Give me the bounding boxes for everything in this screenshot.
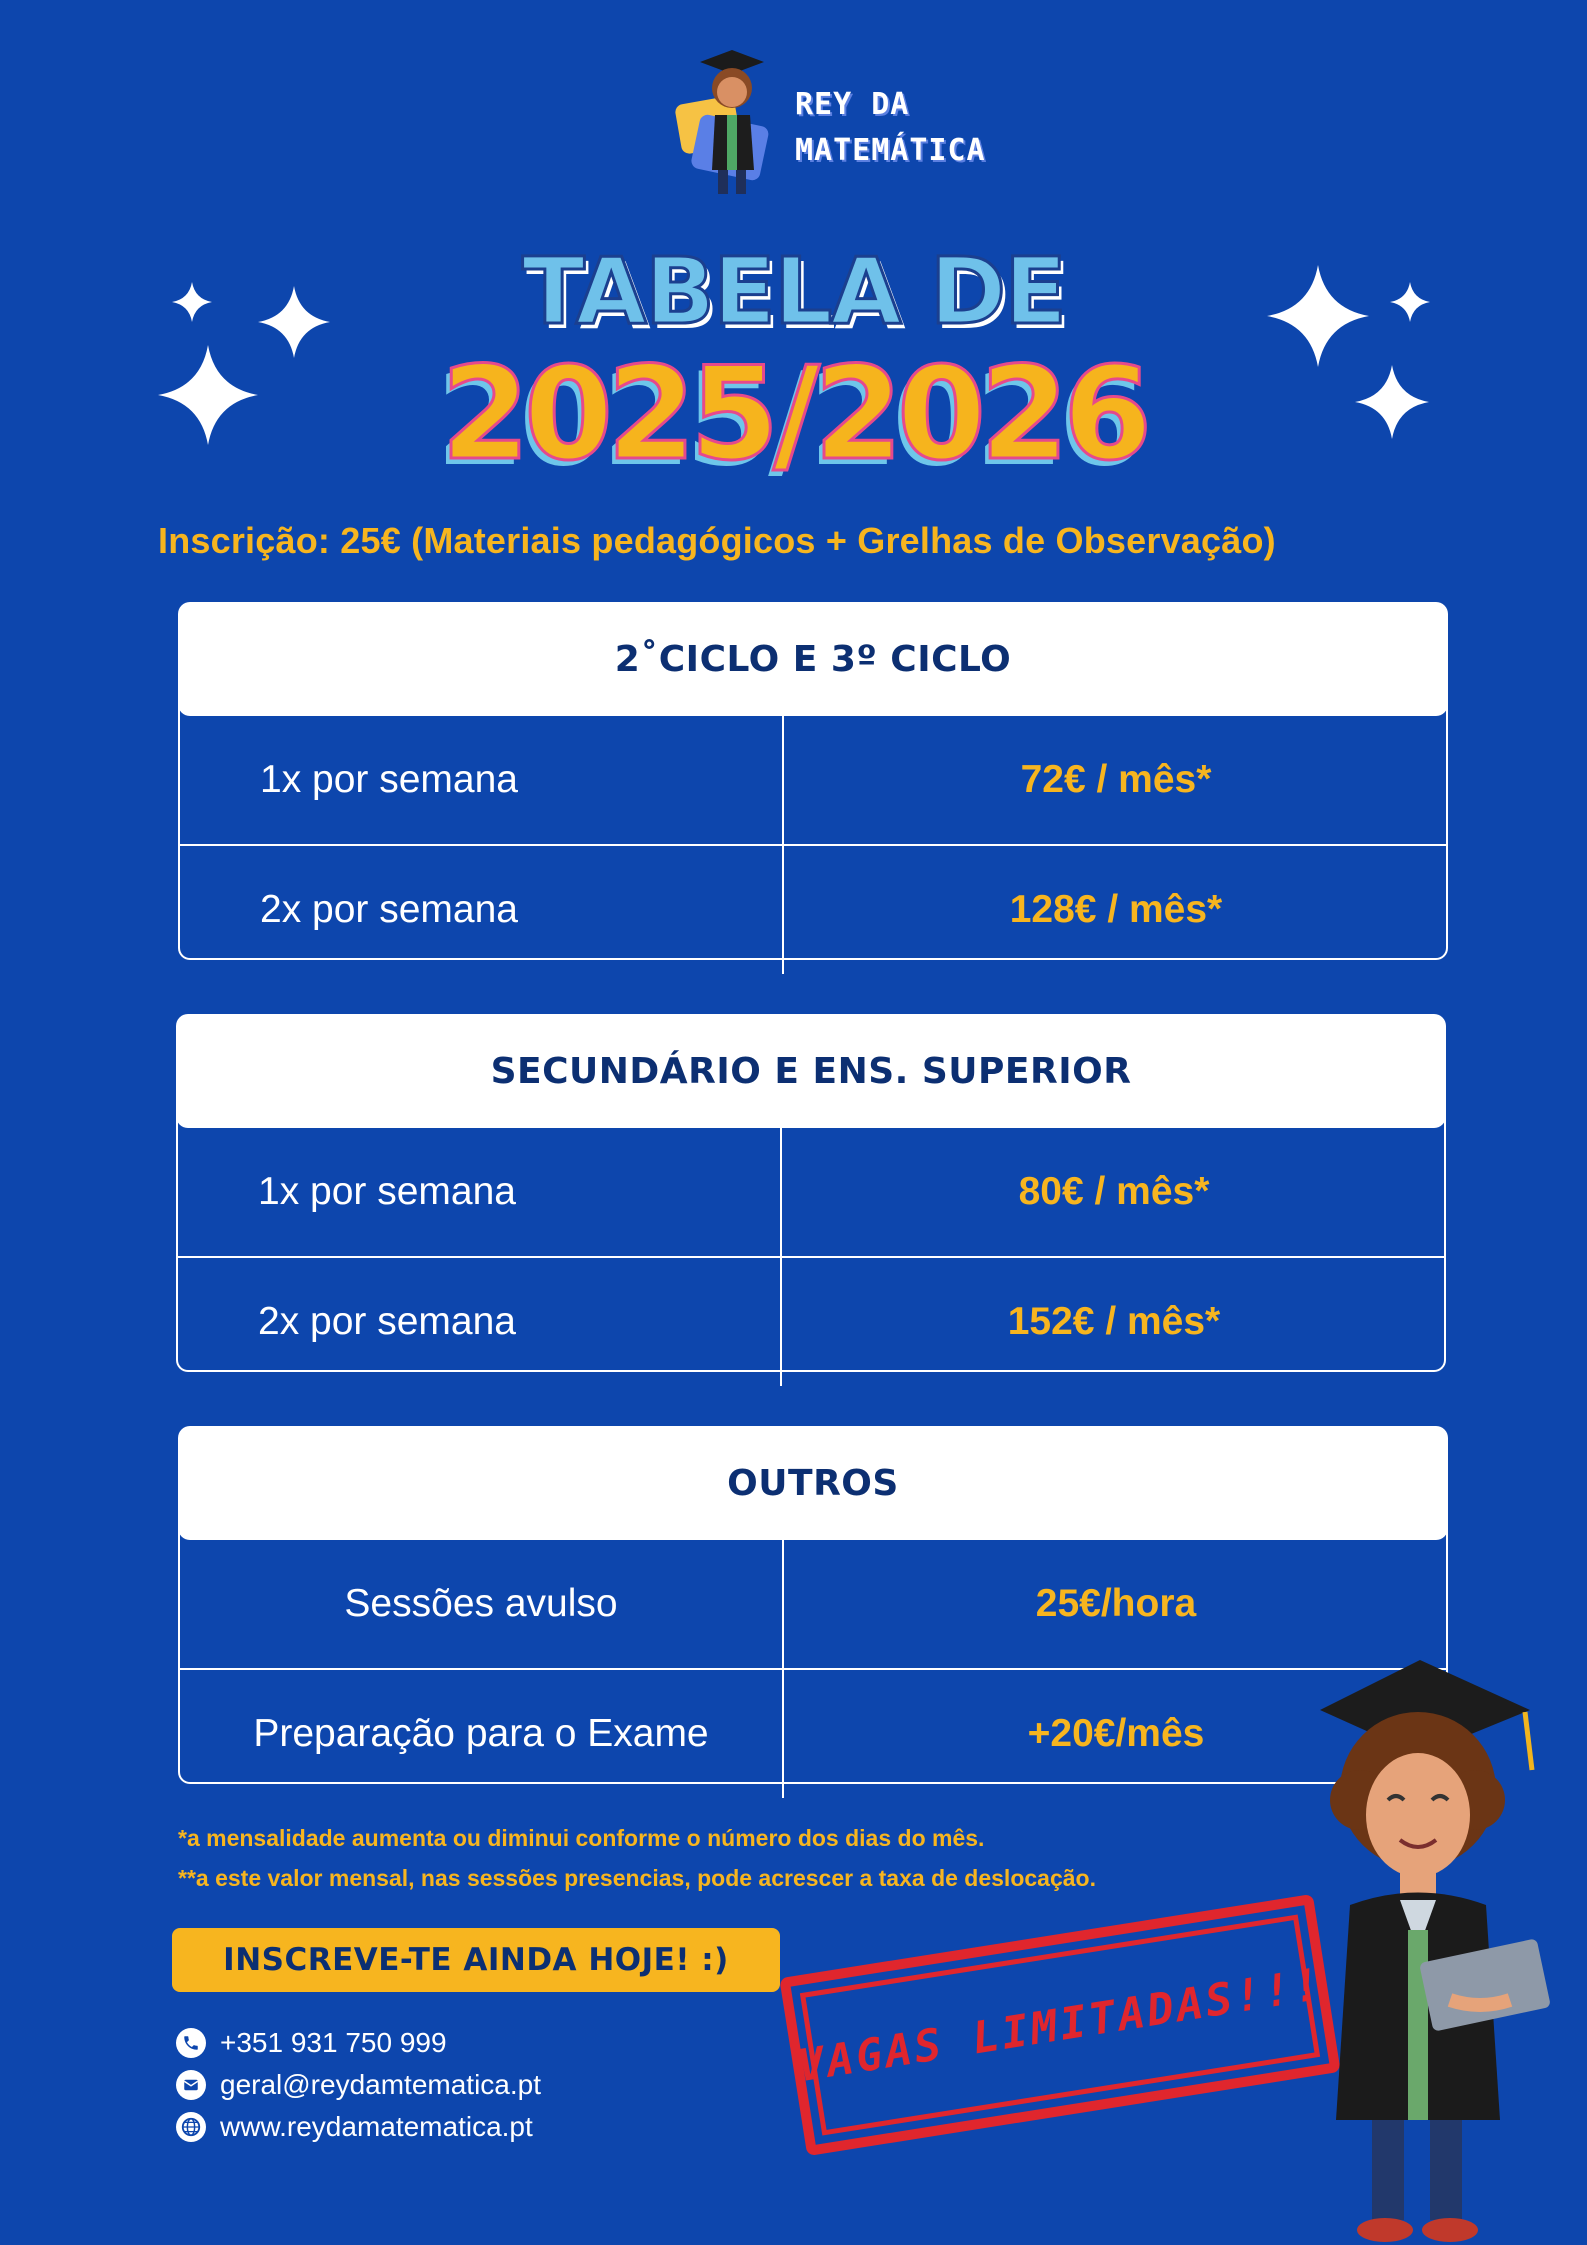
signup-cta-button[interactable]: INSCREVE-TE AINDA HOJE! :) [172,1928,780,1992]
graduate-illustration-icon [1300,1650,1587,2245]
footnote: **a este valor mensal, nas sessões presencias, pode acrescer a taxa de deslocação. [178,1865,1096,1891]
row-price: 72€ / mês* [1020,758,1212,801]
row-label: 2x por semana [180,846,784,974]
mail-icon [176,2070,206,2100]
row-label: 1x por semana [180,716,784,844]
footnote: *a mensalidade aumenta ou diminui conforme o número dos dias do mês. [178,1825,985,1851]
price-table-outros [178,1426,1448,1796]
row-price: 80€ / mês* [1018,1170,1210,1213]
phone-icon [176,2028,206,2058]
table-row [178,1258,1444,1386]
title-line1: TABELA DE [522,238,1065,345]
row-label: 1x por semana [178,1128,782,1256]
phone-text: +351 931 750 999 [220,2027,447,2058]
row-price: 152€ / mês* [1007,1300,1221,1343]
website-text: www.reydamatematica.pt [220,2111,533,2142]
price-table-ciclo [178,602,1448,972]
table-header: 2˚CICLO E 3º CICLO [178,602,1448,716]
table-row [180,1540,1446,1670]
row-price: 128€ / mês* [1009,888,1223,931]
table-row [178,1128,1444,1258]
table-row [180,1670,1446,1798]
email-text: geral@reydamtematica.pt [220,2069,542,2100]
footnotes [178,1818,1096,1898]
contact-email[interactable] [176,2064,541,2106]
globe-icon [176,2112,206,2142]
logo-mascot-icon [670,40,800,210]
registration-fee: Inscrição: 25€ (Materiais pedagógicos + Grelhas de Observação) [158,520,1276,561]
stamp-text: VAGAS LIMITADAS!!! [793,1958,1327,2092]
table-row [180,846,1446,974]
title-year: 2025/2026 [440,340,1147,489]
table-header: OUTROS [178,1426,1448,1540]
contact-phone[interactable] [176,2022,541,2064]
contact-list [176,2022,541,2148]
row-label: Sessões avulso [180,1540,784,1668]
row-label: Preparação para o Exame [180,1670,784,1798]
logo-line1: REY DA [795,87,910,122]
row-price: 25€/hora [1035,1582,1197,1625]
price-table-secundario [176,1014,1446,1384]
table-body [178,702,1448,960]
table-body [178,1526,1448,1784]
table-row [180,716,1446,846]
limited-spots-stamp [779,1894,1341,2156]
contact-website[interactable] [176,2106,541,2148]
logo-line2: MATEMÁTICA [795,133,986,168]
logo [670,40,1000,210]
row-price: +20€/mês [1027,1712,1205,1755]
table-body [176,1114,1446,1372]
table-header: SECUNDÁRIO E ENS. SUPERIOR [176,1014,1446,1128]
logo-text [795,82,986,174]
row-label: 2x por semana [178,1258,782,1386]
